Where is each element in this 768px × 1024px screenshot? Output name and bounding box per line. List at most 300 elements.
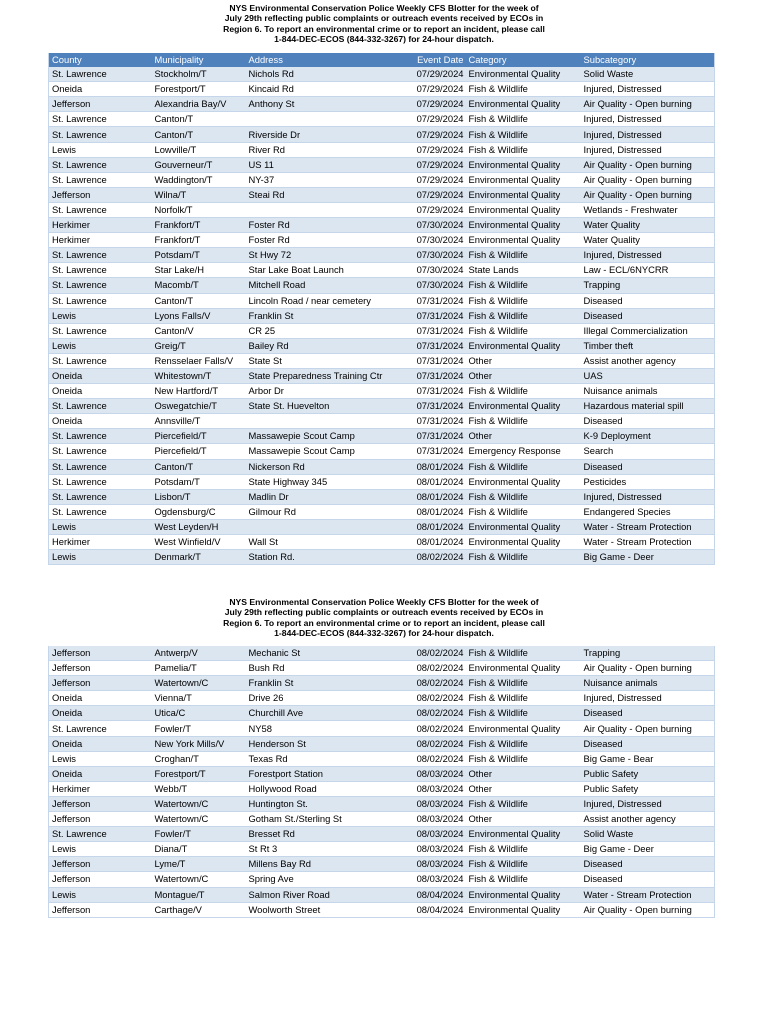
category-cell: Fish & Wildlife [466,112,581,127]
event-date-cell: 07/31/2024 [402,429,466,444]
municipality-cell: Forestport/T [152,82,246,97]
event-date-cell: 07/31/2024 [402,384,466,399]
municipality-cell: Gouverneur/T [152,157,246,172]
subcategory-cell: Trapping [581,278,715,293]
municipality-cell: Star Lake/H [152,263,246,278]
subcategory-cell: Nuisance animals [581,384,715,399]
category-cell: Fish & Wildlife [466,691,581,706]
county-cell: St. Lawrence [49,248,152,263]
address-cell: Massawepie Scout Camp [246,429,402,444]
subcategory-cell: Air Quality - Open burning [581,97,715,112]
table-body [49,67,715,565]
municipality-cell: Whitestown/T [152,368,246,383]
address-cell: Kincaid Rd [246,82,402,97]
municipality-cell: Rensselaer Falls/V [152,353,246,368]
table-body [49,646,715,917]
address-cell: Texas Rd [246,751,402,766]
table-row [49,444,715,459]
municipality-cell: Piercefield/T [152,444,246,459]
table-row [49,504,715,519]
county-cell: St. Lawrence [49,293,152,308]
event-date-cell: 08/03/2024 [402,796,466,811]
address-cell: Churchill Ave [246,706,402,721]
subcategory-cell: Pesticides [581,474,715,489]
title-line: Region 6. To report an environmental crime or to report an incident, please call [223,617,545,628]
table-row [49,157,715,172]
county-cell: Jefferson [49,812,152,827]
event-date-cell: 08/02/2024 [402,736,466,751]
category-cell: Fish & Wildlife [466,842,581,857]
category-cell: Environmental Quality [466,67,581,82]
county-cell: St. Lawrence [49,827,152,842]
table-row [49,887,715,902]
category-cell: Environmental Quality [466,172,581,187]
category-cell: Fish & Wildlife [466,676,581,691]
event-date-cell: 08/01/2024 [402,519,466,534]
municipality-cell: Canton/T [152,127,246,142]
table-row [49,812,715,827]
subcategory-cell: Diseased [581,736,715,751]
table-row [49,112,715,127]
county-cell: Jefferson [49,676,152,691]
subcategory-cell: Illegal Commercialization [581,323,715,338]
municipality-cell: Lyons Falls/V [152,308,246,323]
address-cell: US 11 [246,157,402,172]
address-cell: CR 25 [246,323,402,338]
county-cell: Herkimer [49,233,152,248]
county-cell: Oneida [49,736,152,751]
subcategory-cell: Diseased [581,706,715,721]
subcategory-cell: Nuisance animals [581,676,715,691]
municipality-cell: Pamelia/T [152,661,246,676]
category-cell: Other [466,429,581,444]
municipality-cell: Canton/T [152,459,246,474]
category-cell: Environmental Quality [466,661,581,676]
table-row [49,535,715,550]
event-date-cell: 07/29/2024 [402,112,466,127]
table-row [49,721,715,736]
address-cell: Foster Rd [246,218,402,233]
county-cell: Jefferson [49,902,152,917]
table-row [49,676,715,691]
subcategory-cell: Solid Waste [581,67,715,82]
category-cell: Fish & Wildlife [466,82,581,97]
subcategory-cell: Water Quality [581,233,715,248]
municipality-cell: Frankfort/T [152,218,246,233]
subcategory-cell: Solid Waste [581,827,715,842]
subcategory-cell: Big Game - Bear [581,751,715,766]
table-row [49,338,715,353]
address-cell: St Hwy 72 [246,248,402,263]
address-cell [246,414,402,429]
event-date-cell: 08/03/2024 [402,812,466,827]
blotter-table-page2 [48,646,715,918]
table-row [49,368,715,383]
event-date-cell: 08/02/2024 [402,691,466,706]
subcategory-cell: K-9 Deployment [581,429,715,444]
municipality-cell: Potsdam/T [152,474,246,489]
subcategory-cell: Injured, Distressed [581,127,715,142]
county-cell: St. Lawrence [49,127,152,142]
event-date-cell: 08/02/2024 [402,751,466,766]
municipality-cell: Stockholm/T [152,67,246,82]
county-cell: St. Lawrence [49,353,152,368]
county-cell: Lewis [49,308,152,323]
county-cell: Herkimer [49,535,152,550]
county-cell: Oneida [49,82,152,97]
municipality-cell: Watertown/C [152,812,246,827]
event-date-cell: 08/02/2024 [402,646,466,661]
subcategory-cell: Assist another agency [581,353,715,368]
municipality-cell: Waddington/T [152,172,246,187]
event-date-cell: 07/30/2024 [402,278,466,293]
address-cell [246,519,402,534]
municipality-cell: New York Mills/V [152,736,246,751]
county-cell: St. Lawrence [49,157,152,172]
event-date-cell: 08/02/2024 [402,706,466,721]
event-date-cell: 08/03/2024 [402,842,466,857]
county-cell: Lewis [49,887,152,902]
event-date-cell: 08/01/2024 [402,474,466,489]
address-cell: River Rd [246,142,402,157]
table-row [49,127,715,142]
event-date-cell: 07/31/2024 [402,293,466,308]
municipality-cell: Lyme/T [152,857,246,872]
municipality-cell: West Leyden/H [152,519,246,534]
subcategory-cell: Wetlands - Freshwater [581,202,715,217]
address-cell: Massawepie Scout Camp [246,444,402,459]
county-cell: St. Lawrence [49,172,152,187]
municipality-cell: Oswegatchie/T [152,399,246,414]
address-cell: NY-37 [246,172,402,187]
table-row [49,187,715,202]
table-row [49,142,715,157]
subcategory-cell: Injured, Distressed [581,112,715,127]
category-cell: Other [466,781,581,796]
blotter-title-repeat [200,597,568,639]
event-date-cell: 07/31/2024 [402,414,466,429]
county-cell: Lewis [49,142,152,157]
subcategory-cell: Water - Stream Protection [581,535,715,550]
table-row [49,902,715,917]
title-line: 1-844-DEC-ECOS (844-332-3267) for 24-hour dispatch. [274,34,494,45]
address-cell: Mitchell Road [246,278,402,293]
event-date-cell: 08/03/2024 [402,766,466,781]
address-cell: NY58 [246,721,402,736]
category-cell: Fish & Wildlife [466,736,581,751]
municipality-cell: Potsdam/T [152,248,246,263]
table-row [49,519,715,534]
table-row [49,736,715,751]
event-date-cell: 07/29/2024 [402,187,466,202]
table-row [49,842,715,857]
county-cell: Jefferson [49,97,152,112]
county-cell: St. Lawrence [49,721,152,736]
category-cell: Environmental Quality [466,202,581,217]
county-cell: Oneida [49,384,152,399]
subcategory-cell: Diseased [581,459,715,474]
category-cell: Fish & Wildlife [466,646,581,661]
municipality-cell: Annsville/T [152,414,246,429]
category-cell: Fish & Wildlife [466,127,581,142]
county-cell: Jefferson [49,646,152,661]
subcategory-cell: Big Game - Deer [581,550,715,565]
municipality-cell: Frankfort/T [152,233,246,248]
county-cell: St. Lawrence [49,459,152,474]
subcategory-cell: Injured, Distressed [581,796,715,811]
event-date-cell: 08/01/2024 [402,489,466,504]
event-date-cell: 07/29/2024 [402,142,466,157]
address-cell: Henderson St [246,736,402,751]
table-row [49,278,715,293]
municipality-cell: Alexandria Bay/V [152,97,246,112]
event-date-cell: 07/29/2024 [402,202,466,217]
municipality-cell: Montague/T [152,887,246,902]
address-cell: State St [246,353,402,368]
county-cell: Lewis [49,842,152,857]
subcategory-cell: Air Quality - Open burning [581,721,715,736]
subcategory-cell: Injured, Distressed [581,248,715,263]
municipality-cell: Denmark/T [152,550,246,565]
municipality-cell: Lisbon/T [152,489,246,504]
table-row [49,414,715,429]
county-cell: St. Lawrence [49,67,152,82]
municipality-cell: Utica/C [152,706,246,721]
column-header-address: Address [246,53,402,67]
county-cell: Jefferson [49,872,152,887]
column-header-county: County [49,53,152,67]
category-cell: Other [466,368,581,383]
table-header [49,53,715,67]
event-date-cell: 08/03/2024 [402,827,466,842]
table-row [49,82,715,97]
category-cell: Fish & Wildlife [466,796,581,811]
event-date-cell: 07/30/2024 [402,248,466,263]
blotter-title [200,3,568,45]
event-date-cell: 07/31/2024 [402,353,466,368]
municipality-cell: Fowler/T [152,827,246,842]
subcategory-cell: Diseased [581,308,715,323]
title-line: Region 6. To report an environmental crime or to report an incident, please call [223,23,545,34]
table-row [49,248,715,263]
category-cell: Environmental Quality [466,827,581,842]
county-cell: Oneida [49,706,152,721]
table-row [49,323,715,338]
county-cell: St. Lawrence [49,112,152,127]
municipality-cell: Wilna/T [152,187,246,202]
address-cell [246,112,402,127]
table-row [49,459,715,474]
category-cell: Environmental Quality [466,902,581,917]
municipality-cell: Greig/T [152,338,246,353]
category-cell: Environmental Quality [466,721,581,736]
category-cell: Fish & Wildlife [466,504,581,519]
subcategory-cell: Air Quality - Open burning [581,902,715,917]
event-date-cell: 07/31/2024 [402,444,466,459]
column-header-category: Category [466,53,581,67]
event-date-cell: 08/02/2024 [402,550,466,565]
subcategory-cell: UAS [581,368,715,383]
subcategory-cell: Injured, Distressed [581,142,715,157]
municipality-cell: Canton/T [152,293,246,308]
address-cell: Wall St [246,535,402,550]
category-cell: Environmental Quality [466,187,581,202]
event-date-cell: 07/30/2024 [402,218,466,233]
category-cell: Fish & Wildlife [466,384,581,399]
category-cell: Environmental Quality [466,157,581,172]
address-cell: Drive 26 [246,691,402,706]
municipality-cell: Macomb/T [152,278,246,293]
event-date-cell: 07/30/2024 [402,233,466,248]
municipality-cell: Antwerp/V [152,646,246,661]
category-cell: Environmental Quality [466,474,581,489]
address-cell: Bresset Rd [246,827,402,842]
category-cell: Fish & Wildlife [466,323,581,338]
event-date-cell: 07/31/2024 [402,399,466,414]
category-cell: Environmental Quality [466,233,581,248]
category-cell: Fish & Wildlife [466,459,581,474]
subcategory-cell: Diseased [581,414,715,429]
municipality-cell: Forestport/T [152,766,246,781]
county-cell: Jefferson [49,796,152,811]
subcategory-cell: Air Quality - Open burning [581,172,715,187]
event-date-cell: 07/31/2024 [402,323,466,338]
event-date-cell: 07/29/2024 [402,97,466,112]
address-cell: St Rt 3 [246,842,402,857]
municipality-cell: West Winfield/V [152,535,246,550]
address-cell: Nickerson Rd [246,459,402,474]
table-row [49,218,715,233]
address-cell: Lincoln Road / near cemetery [246,293,402,308]
category-cell: Fish & Wildlife [466,706,581,721]
category-cell: Other [466,812,581,827]
title-line: NYS Environmental Conservation Police Weekly CFS Blotter for the week of [229,597,539,607]
event-date-cell: 08/02/2024 [402,676,466,691]
subcategory-cell: Water Quality [581,218,715,233]
category-cell: Fish & Wildlife [466,751,581,766]
address-cell: Franklin St [246,308,402,323]
category-cell: Environmental Quality [466,887,581,902]
address-cell: Hollywood Road [246,781,402,796]
event-date-cell: 08/04/2024 [402,902,466,917]
address-cell: Madlin Dr [246,489,402,504]
county-cell: Jefferson [49,857,152,872]
category-cell: Environmental Quality [466,535,581,550]
subcategory-cell: Hazardous material spill [581,399,715,414]
table-row [49,429,715,444]
address-cell: Star Lake Boat Launch [246,263,402,278]
table-row [49,293,715,308]
municipality-cell: Lowville/T [152,142,246,157]
table-row [49,308,715,323]
subcategory-cell: Air Quality - Open burning [581,187,715,202]
event-date-cell: 07/31/2024 [402,338,466,353]
event-date-cell: 07/29/2024 [402,82,466,97]
table-row [49,646,715,661]
table-row [49,97,715,112]
table-row [49,172,715,187]
table-row [49,474,715,489]
event-date-cell: 07/29/2024 [402,157,466,172]
address-cell: Gotham St./Sterling St [246,812,402,827]
table-row [49,857,715,872]
category-cell: Other [466,766,581,781]
category-cell: Fish & Wildlife [466,550,581,565]
category-cell: Fish & Wildlife [466,872,581,887]
address-cell: Forestport Station [246,766,402,781]
county-cell: St. Lawrence [49,399,152,414]
municipality-cell: Watertown/C [152,796,246,811]
subcategory-cell: Search [581,444,715,459]
county-cell: Jefferson [49,661,152,676]
municipality-cell: Fowler/T [152,721,246,736]
category-cell: Environmental Quality [466,519,581,534]
table-row [49,399,715,414]
subcategory-cell: Water - Stream Protection [581,519,715,534]
event-date-cell: 07/31/2024 [402,368,466,383]
address-cell: Salmon River Road [246,887,402,902]
title-line: July 29th reflecting public complaints or outreach events received by ECOs in [224,607,544,618]
table-row [49,781,715,796]
event-date-cell: 07/29/2024 [402,172,466,187]
address-cell: Huntington St. [246,796,402,811]
event-date-cell: 08/03/2024 [402,872,466,887]
category-cell: Fish & Wildlife [466,308,581,323]
column-header-municipality: Municipality [152,53,246,67]
municipality-cell: Croghan/T [152,751,246,766]
event-date-cell: 08/01/2024 [402,459,466,474]
event-date-cell: 07/31/2024 [402,308,466,323]
event-date-cell: 08/03/2024 [402,781,466,796]
county-cell: Oneida [49,691,152,706]
table-row [49,872,715,887]
event-date-cell: 08/03/2024 [402,857,466,872]
municipality-cell: Canton/V [152,323,246,338]
category-cell: Environmental Quality [466,218,581,233]
address-cell: State Preparedness Training Ctr [246,368,402,383]
table-row [49,384,715,399]
column-header-event-date: Event Date [402,53,466,67]
address-cell: Riverside Dr [246,127,402,142]
county-cell: Herkimer [49,218,152,233]
category-cell: State Lands [466,263,581,278]
table-row [49,691,715,706]
category-cell: Environmental Quality [466,399,581,414]
municipality-cell: Vienna/T [152,691,246,706]
subcategory-cell: Diseased [581,293,715,308]
address-cell: State Highway 345 [246,474,402,489]
municipality-cell: New Hartford/T [152,384,246,399]
subcategory-cell: Injured, Distressed [581,82,715,97]
subcategory-cell: Air Quality - Open burning [581,661,715,676]
county-cell: St. Lawrence [49,323,152,338]
event-date-cell: 08/04/2024 [402,887,466,902]
category-cell: Fish & Wildlife [466,414,581,429]
municipality-cell: Ogdensburg/C [152,504,246,519]
address-cell: Bailey Rd [246,338,402,353]
county-cell: St. Lawrence [49,202,152,217]
county-cell: St. Lawrence [49,474,152,489]
table-row [49,233,715,248]
county-cell: St. Lawrence [49,429,152,444]
municipality-cell: Watertown/C [152,872,246,887]
subcategory-cell: Diseased [581,857,715,872]
address-cell: State St. Huevelton [246,399,402,414]
county-cell: Oneida [49,766,152,781]
table-row [49,263,715,278]
address-cell: Millens Bay Rd [246,857,402,872]
table-row [49,751,715,766]
